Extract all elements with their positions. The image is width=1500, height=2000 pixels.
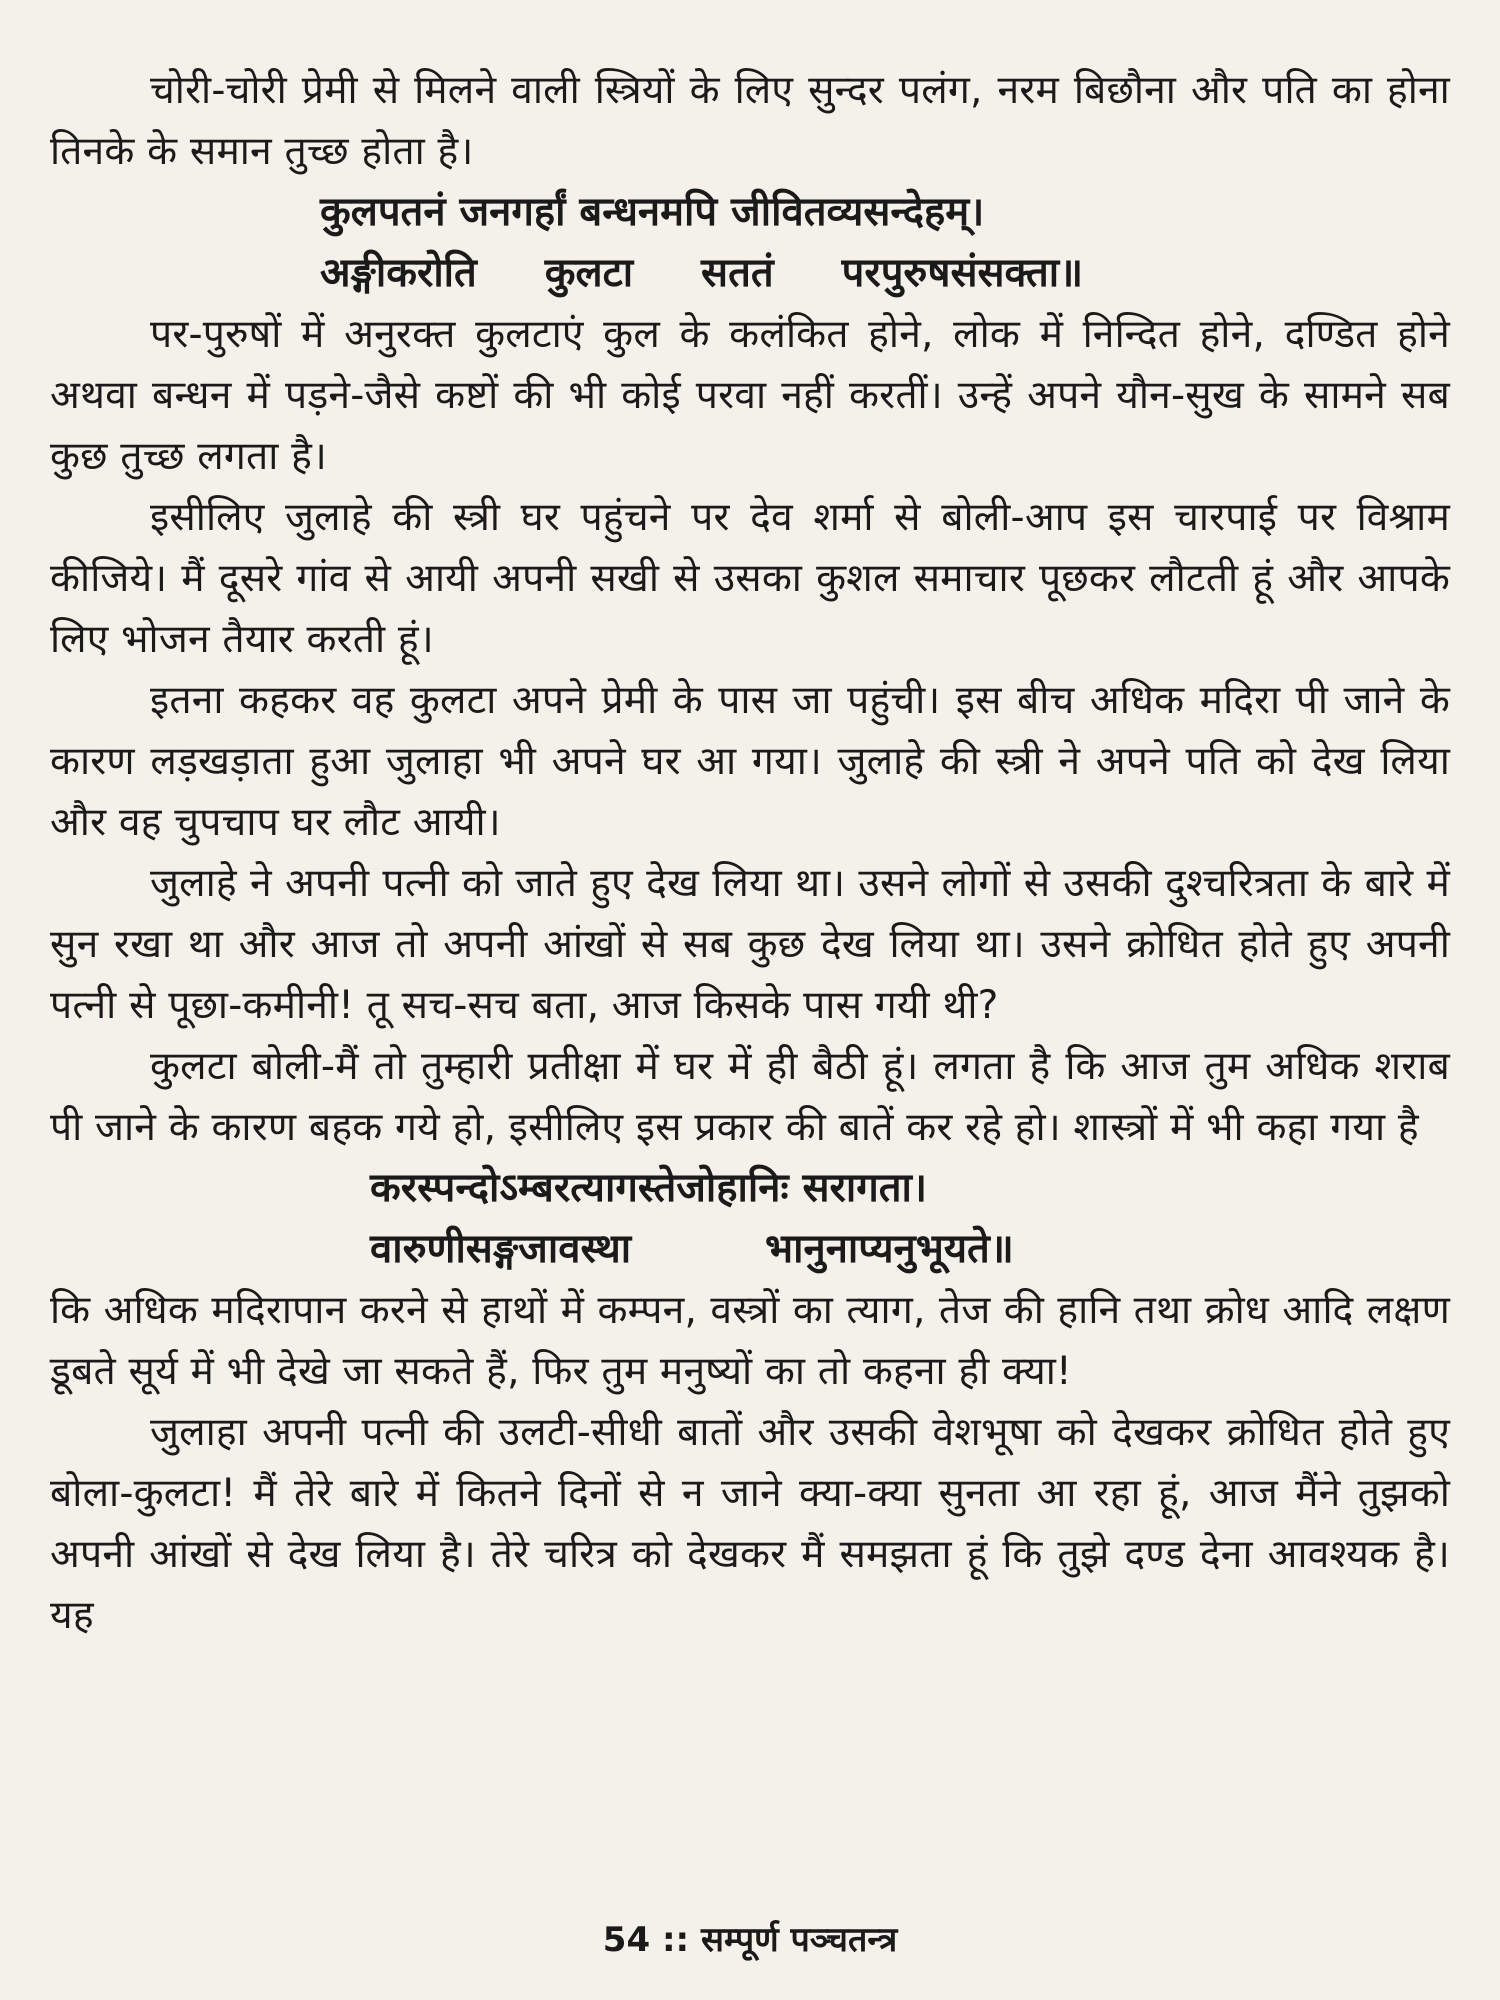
footer-separator: :: <box>661 1920 690 1960</box>
verse-1-line-2: अङ्गीकरोति कुलटा सततं परपुरुषसंसक्ता॥ <box>320 250 1084 296</box>
paragraph-1: चोरी-चोरी प्रेमी से मिलने वाली स्त्रियों के लिए सुन्दर पलंग, नरम बिछौना और पति का होना तिनके के समान तुच्छ होता है। <box>50 68 1450 174</box>
page-number: 54 <box>602 1920 651 1960</box>
paragraph-3: इसीलिए जुलाहे की स्त्री घर पहुंचने पर देव शर्मा से बोली-आप इस चारपाई पर विश्राम कीजिये। मैं दूसरे गांव से आयी अपनी सखी से उसका कुशल समाचार पूछकर लौटती हूं और आपके लिए भोजन तैयार करती हूं। <box>50 495 1450 662</box>
verse-2-line-2: वारुणीसङ्गजावस्था भानुनाप्यनुभूयते॥ <box>370 1226 1014 1272</box>
verse-1-line-1: कुलपतनं जनगर्हां बन्धनमपि जीवितव्यसन्देहम्। <box>320 189 985 235</box>
verse-2-line-1: करस्पन्दोऽम्बरत्यागस्तेजोहानिः सरागता। <box>370 1165 928 1211</box>
paragraph-5: जुलाहे ने अपनी पत्नी को जाते हुए देख लिया था। उसने लोगों से उसकी दुश्चरित्रता के बारे में सुन रखा था और आज तो अपनी आंखों से सब कुछ देख लिया था। उसने क्रोधित होते हुए अपनी पत्नी से पूछा-कमीनी! तू सच-सच बता, आज किसके पास गयी थी? <box>50 861 1450 1028</box>
paragraph-6: कुलटा बोली-मैं तो तुम्हारी प्रतीक्षा में घर में ही बैठी हूं। लगता है कि आज तुम अधिक शराब पी जाने के कारण बहक गये हो, इसीलिए इस प्रकार की बातें कर रहे हो। शास्त्रों में भी कहा गया है <box>50 1044 1450 1150</box>
paragraph-4: इतना कहकर वह कुलटा अपने प्रेमी के पास जा पहुंची। इस बीच अधिक मदिरा पी जाने के कारण लड़खड़ाता हुआ जुलाहा भी अपने घर आ गया। जुलाहे की स्त्री ने अपने पति को देख लिया और वह चुपचाप घर लौट आयी। <box>50 678 1450 845</box>
page-footer <box>0 1918 1500 1962</box>
paragraph-7: कि अधिक मदिरापान करने से हाथों में कम्पन, वस्त्रों का त्याग, तेज की हानि तथा क्रोध आदि लक्षण डूबते सूर्य में भी देखे जा सकते हैं, फिर तुम मनुष्यों का तो कहना ही क्या! <box>50 1288 1450 1394</box>
paragraph-8: जुलाहा अपनी पत्नी की उलटी-सीधी बातों और उसकी वेशभूषा को देखकर क्रोधित होते हुए बोला-कुलटा! मैं तेरे बारे में कितने दिनों से न जाने क्या-क्या सुनता आ रहा हूं, आज मैंने तुझको अपनी आंखों से देख लिया है। तेरे चरित्र को देखकर मैं समझता हूं कि तुझे दण्ड देना आवश्यक है। यह <box>50 1410 1450 1638</box>
book-title: सम्पूर्ण पञ्चतन्त्र <box>701 1920 898 1960</box>
paragraph-2: पर-पुरुषों में अनुरक्त कुलटाएं कुल के कलंकित होने, लोक में निन्दित होने, दण्डित होने अथवा बन्धन में पड़ने-जैसे कष्टों की भी कोई परवा नहीं करतीं। उन्हें अपने यौन-सुख के सामने सब कुछ तुच्छ लगता है। <box>50 312 1450 479</box>
